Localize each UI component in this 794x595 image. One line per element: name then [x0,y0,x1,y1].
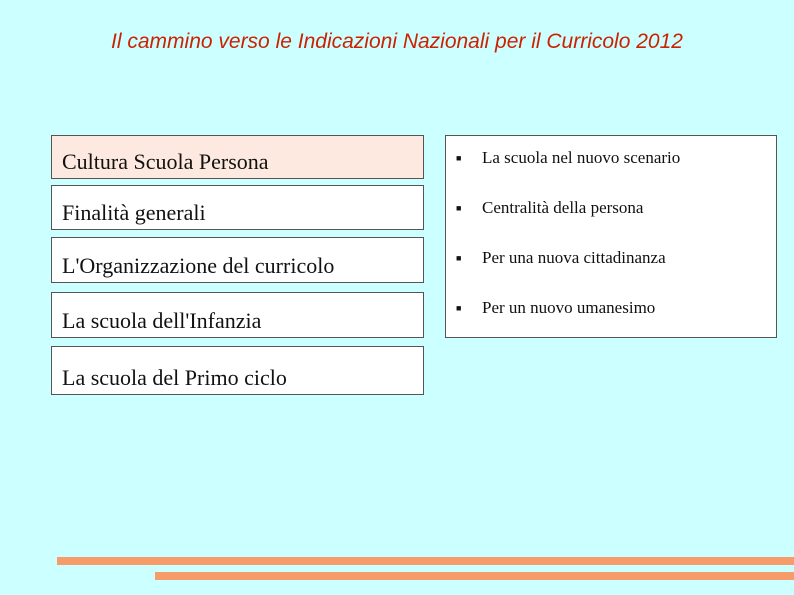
content-item-text: Per una nuova cittadinanza [482,248,666,267]
menu-item-scuola-infanzia[interactable] [51,292,424,338]
square-bullet-icon: ■ [456,253,462,263]
menu-item-label: Finalità generali [62,200,206,225]
content-item-text: Centralità della persona [482,198,644,217]
content-panel [445,135,777,338]
menu-item-organizzazione-curricolo[interactable] [51,237,424,283]
menu-item-label: L'Organizzazione del curricolo [62,253,335,278]
content-item [456,298,655,318]
content-item [456,198,643,218]
square-bullet-icon: ■ [456,203,462,213]
menu-item-label: La scuola dell'Infanzia [62,308,262,333]
menu-item-label: Cultura Scuola Persona [62,149,269,174]
page-title: Il cammino verso le Indicazioni Nazionali per il Curricolo 2012 [111,30,683,53]
menu-item-cultura-scuola-persona[interactable] [51,135,424,179]
square-bullet-icon: ■ [456,303,462,313]
menu-item-finalita-generali[interactable] [51,185,424,230]
content-item [456,248,666,268]
decorative-bar-top [57,557,794,565]
content-item [456,148,680,168]
menu-item-label: La scuola del Primo ciclo [62,365,287,390]
content-item-text: Per un nuovo umanesimo [482,298,656,317]
content-item-text: La scuola nel nuovo scenario [482,148,681,167]
decorative-bar-bottom [155,572,794,580]
square-bullet-icon: ■ [456,153,462,163]
menu-item-scuola-primo-ciclo[interactable] [51,346,424,395]
